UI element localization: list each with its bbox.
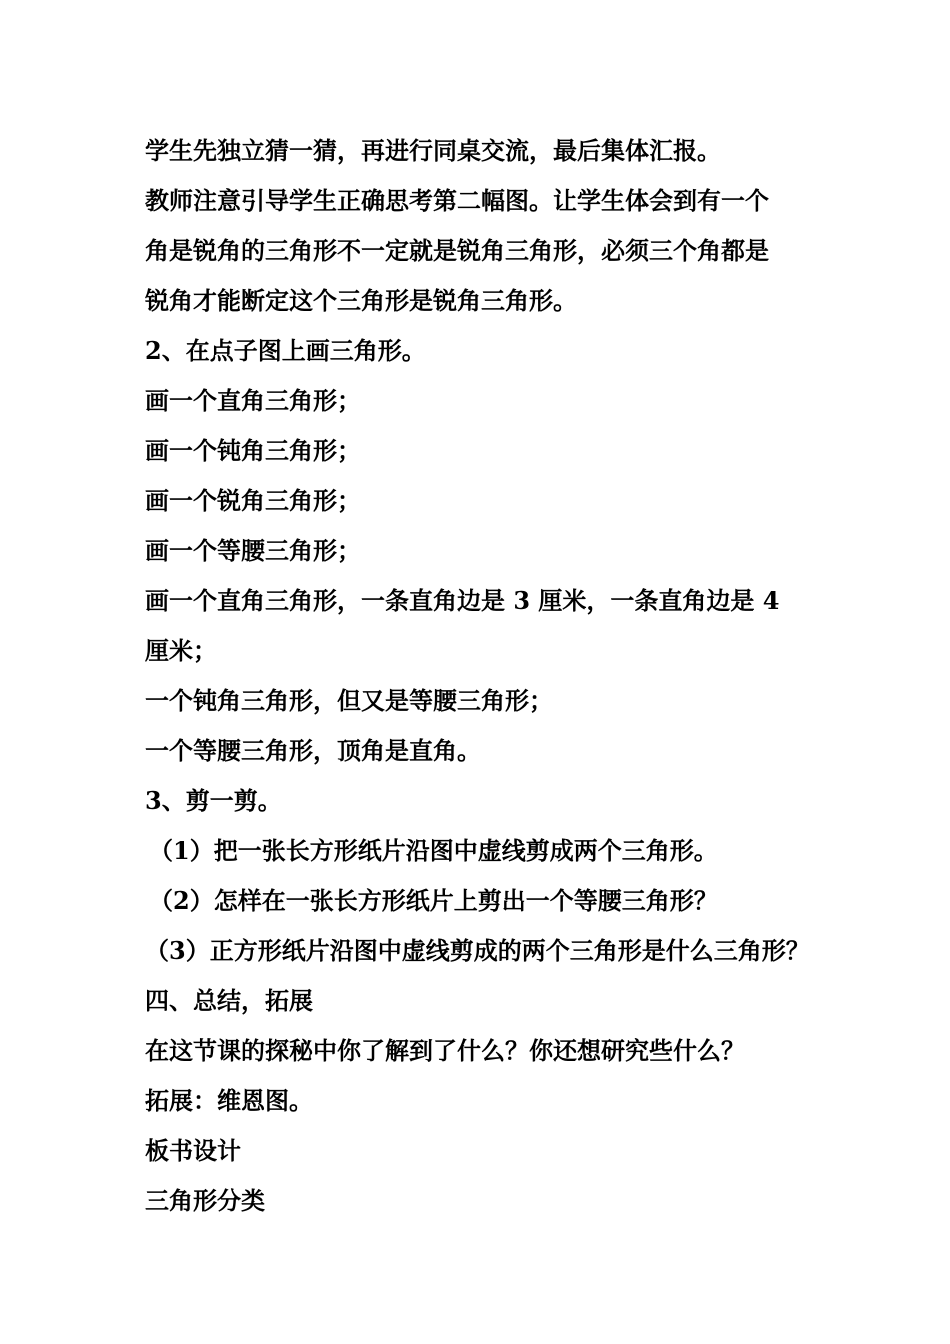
list-item: 画一个钝角三角形； [145, 436, 361, 465]
paragraph-line: 在这节课的探秘中你了解到了什么？你还想研究些什么？ [145, 1036, 745, 1065]
list-item: 厘米； [145, 636, 217, 665]
section-heading: 四、总结，拓展 [145, 986, 313, 1015]
paragraph-line: 三角形分类 [145, 1186, 265, 1215]
paragraph-line: 教师注意引导学生正确思考第二幅图。让学生体会到有一个 [145, 186, 769, 215]
list-item: 画一个直角三角形，一条直角边是 3 厘米，一条直角边是 4 [145, 586, 780, 615]
section-heading: 2、在点子图上画三角形。 [145, 336, 426, 365]
paragraph-line: 拓展：维恩图。 [145, 1086, 313, 1115]
list-item: （3）正方形纸片沿图中虚线剪成的两个三角形是什么三角形？ [145, 936, 810, 965]
list-item: 画一个直角三角形； [145, 386, 361, 415]
list-item: （2）怎样在一张长方形纸片上剪出一个等腰三角形？ [149, 886, 718, 915]
list-item: 一个钝角三角形，但又是等腰三角形； [145, 686, 553, 715]
section-heading: 板书设计 [145, 1136, 241, 1165]
list-item: 一个等腰三角形，顶角是直角。 [145, 736, 481, 765]
list-item: （1）把一张长方形纸片沿图中虚线剪成两个三角形。 [149, 836, 718, 865]
document-body [145, 126, 845, 1226]
paragraph-line: 学生先独立猜一猜，再进行同桌交流，最后集体汇报。 [145, 136, 721, 165]
paragraph-line: 角是锐角的三角形不一定就是锐角三角形，必须三个角都是 [145, 236, 769, 265]
list-item: 画一个等腰三角形； [145, 536, 361, 565]
section-heading: 3、剪一剪。 [145, 786, 282, 815]
paragraph-line: 锐角才能断定这个三角形是锐角三角形。 [145, 286, 577, 315]
list-item: 画一个锐角三角形； [145, 486, 361, 515]
